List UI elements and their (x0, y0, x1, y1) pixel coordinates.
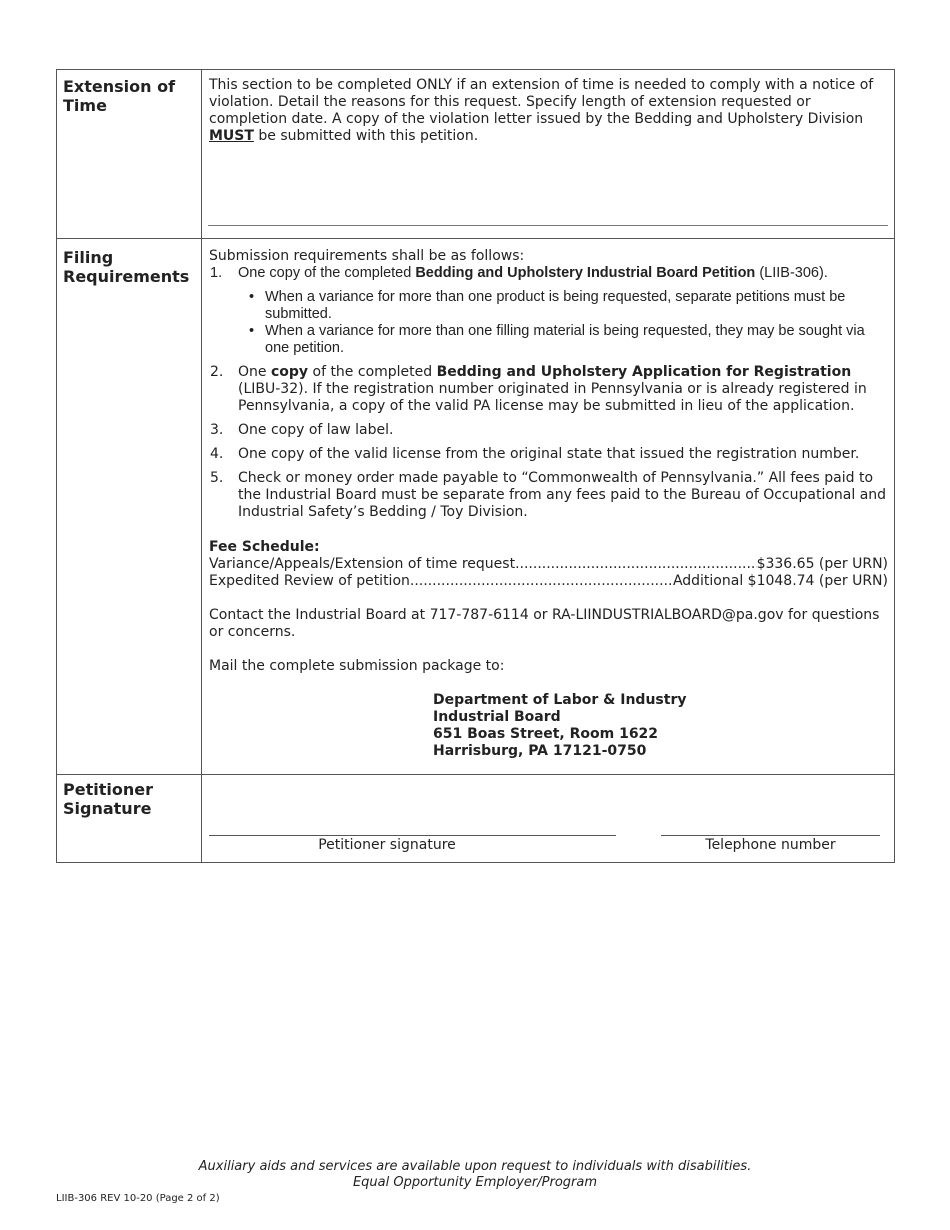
fee-amount: $336.65 (per URN) (756, 556, 888, 572)
address-line: Industrial Board (433, 709, 561, 725)
req1-pre: One copy of the completed (238, 265, 416, 281)
fee-label: Variance/Appeals/Extension of time request (209, 556, 516, 572)
bullet-text: When a variance for more than one filling material is being requested, they may be sought via one petition. (265, 323, 865, 356)
fee-amount: Additional $1048.74 (per URN) (672, 573, 888, 589)
form-revision-id: LIIB-306 REV 10-20 (Page 2 of 2) (56, 1193, 220, 1204)
extension-label: Extension of Time (57, 70, 202, 239)
requirement-text: One copy of law label. (238, 422, 394, 438)
bullet-item (209, 289, 888, 323)
signature-area (202, 775, 894, 857)
requirements-list (209, 265, 888, 282)
bullet-item (209, 323, 888, 357)
filing-intro: Submission requirements shall be as follows: (209, 248, 525, 264)
requirement-item-4 (209, 446, 888, 463)
fee-leader-dots (515, 556, 757, 573)
signature-content (202, 775, 895, 863)
requirement-number: 5. (210, 470, 224, 486)
requirement-number: 4. (210, 446, 224, 462)
must-emphasis: MUST (209, 128, 254, 144)
requirement-text: One copy of the valid license from the original state that issued the registration number. (238, 446, 860, 462)
requirements-list-continued (209, 364, 888, 521)
requirement-text: Check or money order made payable to “Commonwealth of Pennsylvania.” All fees paid to the Industrial Board must be separate from any fees paid to the Bureau of Occupational and Industrial Safety’s Bedding / Toy Division. (238, 470, 887, 520)
requirement-item-3 (209, 422, 888, 439)
extension-text-after: be submitted with this petition. (253, 128, 479, 144)
mail-instruction: Mail the complete submission package to: (209, 658, 505, 674)
accessibility-notice: Auxiliary aids and services are available upon request to individuals with disabilities. (198, 1159, 752, 1174)
req2-mid: of the completed (308, 364, 437, 380)
fee-schedule-title: Fee Schedule: (209, 539, 320, 555)
requirement-item-2 (209, 364, 888, 415)
fee-label: Expedited Review of petition (209, 573, 410, 589)
requirement-number: 3. (210, 422, 224, 438)
bullet-dot-icon: • (249, 323, 255, 339)
req2-bold-title: Bedding and Upholstery Application for Registration (436, 364, 852, 380)
req2-pre: One (238, 364, 271, 380)
req1-bold: Bedding and Upholstery Industrial Board Petition (415, 265, 756, 281)
extension-text-before: This section to be completed ONLY if an extension of time is needed to comply with a notice of violation. Detail the reasons for this request. Specify length of extension requested or completion date. A copy of the violation letter issued by the Bedding and Upholstery Division (209, 77, 874, 127)
extension-entry-line (208, 225, 888, 226)
bullet-text: When a variance for more than one product is being requested, separate petitions must be submitted. (265, 289, 846, 322)
petitioner-signature-caption: Petitioner signature (318, 837, 456, 853)
mailing-address (433, 692, 888, 760)
requirement-item-1 (209, 265, 888, 282)
requirement-number: 1. (210, 265, 223, 281)
variance-bullets (209, 289, 888, 357)
req2-bold-copy: copy (270, 364, 309, 380)
contact-info: Contact the Industrial Board at 717-787-6114 or RA-LIINDUSTRIALBOARD@pa.gov for questions or concerns. (209, 607, 880, 640)
filing-row (57, 239, 895, 775)
requirement-item-5 (209, 470, 888, 521)
telephone-number-caption: Telephone number (705, 837, 836, 853)
equal-opportunity-notice: Equal Opportunity Employer/Program (352, 1175, 598, 1190)
filing-content (202, 239, 895, 775)
telephone-number-field[interactable] (661, 835, 880, 836)
fee-line-expedited (209, 573, 888, 590)
signature-row (57, 775, 895, 863)
bullet-dot-icon: • (249, 289, 255, 305)
fee-line-variance (209, 556, 888, 573)
req1-post: (LIIB-306). (755, 265, 828, 281)
petition-form-table (56, 69, 895, 863)
filing-label: Filing Requirements (57, 239, 202, 775)
extension-instructions (209, 77, 886, 145)
petitioner-signature-field[interactable] (209, 835, 616, 836)
address-line: Harrisburg, PA 17121-0750 (433, 743, 647, 759)
requirement-number: 2. (210, 364, 224, 380)
fee-leader-dots (410, 573, 673, 590)
requirement-text (238, 364, 888, 415)
req2-post: (LIBU-32). If the registration number originated in Pennsylvania or is already registered in Pennsylvania, a copy of the valid PA license may be submitted in lieu of the application. (238, 381, 867, 414)
address-line: Department of Labor & Industry (433, 692, 687, 708)
extension-row (57, 70, 895, 239)
extension-content[interactable] (202, 70, 895, 239)
signature-label: Petitioner Signature (57, 775, 202, 863)
requirement-text (238, 265, 888, 282)
address-line: 651 Boas Street, Room 1622 (433, 726, 659, 742)
